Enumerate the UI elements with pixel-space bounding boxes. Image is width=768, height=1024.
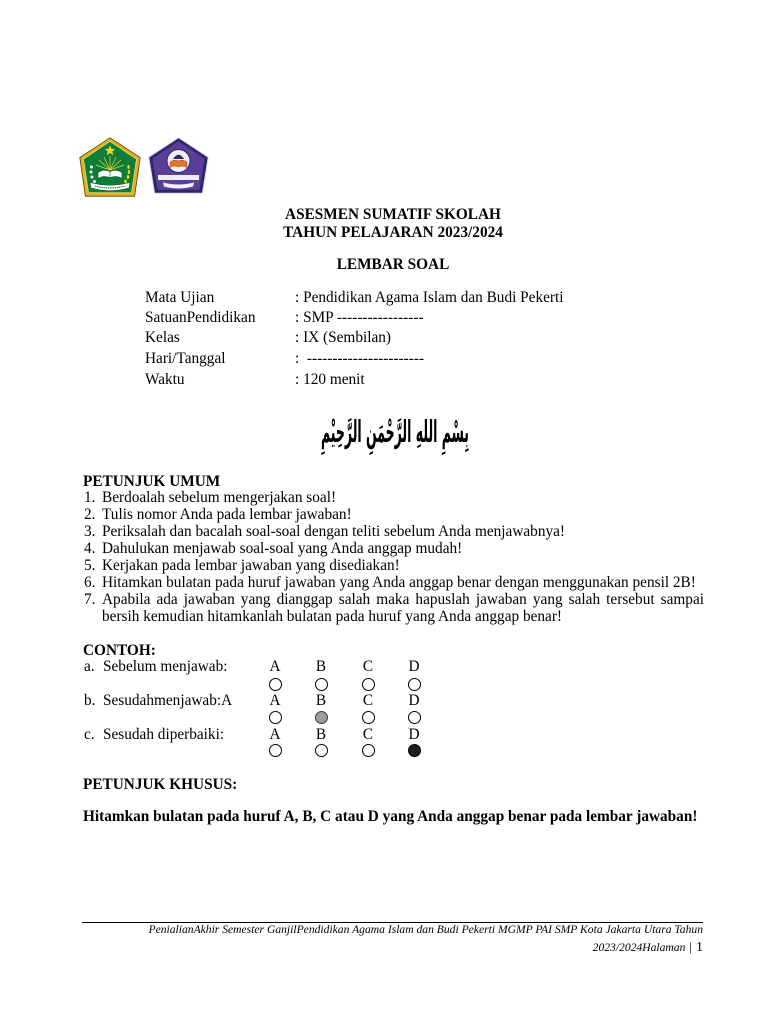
info-label: Mata Ujian xyxy=(145,289,215,306)
info-row-school-unit xyxy=(145,309,705,326)
academic-year: TAHUN PELAJARAN 2023/2024 xyxy=(283,224,503,241)
specific-instructions-text: Hitamkan bulatan pada huruf A, B, C atau D yang Anda anggap benar pada lembar jawaban! xyxy=(83,808,698,825)
instruction-item xyxy=(84,591,704,625)
option-letter-c: C xyxy=(362,658,374,675)
info-row-subject xyxy=(145,289,705,306)
page-number: 1 xyxy=(696,939,703,955)
specific-instructions-heading: PETUNJUK KHUSUS: xyxy=(83,776,238,793)
info-value: : Pendidikan Agama Islam dan Budi Pekerti xyxy=(295,289,564,306)
example-row-label: Sesudah diperbaiki: xyxy=(103,726,225,743)
instruction-item xyxy=(84,523,704,540)
general-instructions-heading: PETUNJUK UMUM xyxy=(83,473,221,490)
bismillah-text: بِسْمِ اللهِ الرَّحْمَنِ الرَّحِيْمِ xyxy=(321,415,677,450)
instruction-number: 3. xyxy=(84,523,96,540)
instruction-item xyxy=(84,540,704,557)
info-row-date xyxy=(145,350,705,367)
instruction-text: Periksalah dan bacalah soal-soal dengan teliti sebelum Anda menjawabnya! xyxy=(102,523,565,540)
option-letter-d: D xyxy=(408,658,420,675)
instruction-text: Hitamkan bulatan pada huruf jawaban yang Anda anggap benar dengan menggunakan pensil 2B! xyxy=(102,574,696,591)
instruction-item xyxy=(84,557,704,574)
option-letter-b: B xyxy=(315,726,327,743)
answer-bubble-d xyxy=(408,678,421,691)
instruction-number: 6. xyxy=(84,574,96,591)
instruction-number: 4. xyxy=(84,540,96,557)
answer-bubble-c xyxy=(362,744,375,757)
answer-bubble-b xyxy=(315,711,328,724)
option-letter-a: A xyxy=(269,726,281,743)
example-row-label: Sesudahmenjawab:A xyxy=(103,692,233,709)
example-row-marker: c. xyxy=(84,726,95,743)
answer-bubble-a xyxy=(269,711,282,724)
example-heading: CONTOH: xyxy=(83,642,156,659)
general-instructions-list xyxy=(84,489,704,625)
footer-separator: | xyxy=(689,938,692,954)
answer-bubble-d xyxy=(408,711,421,724)
instruction-item xyxy=(84,574,704,591)
info-value: : ----------------------- xyxy=(295,350,425,367)
instruction-number: 7. xyxy=(84,591,96,608)
option-letter-b: B xyxy=(315,658,327,675)
instruction-text: Tulis nomor Anda pada lembar jawaban! xyxy=(102,506,352,523)
instruction-text: Berdoalah sebelum mengerjakan soal! xyxy=(102,489,337,506)
assessment-title: ASESMEN SUMATIF SKOLAH xyxy=(285,206,501,223)
info-label: SatuanPendidikan xyxy=(145,309,256,326)
answer-bubble-b xyxy=(315,678,328,691)
instruction-item xyxy=(84,489,704,506)
option-letter-c: C xyxy=(362,726,374,743)
emblem-text-band xyxy=(158,175,199,180)
instruction-text: Apabila ada jawaban yang dianggap salah maka hapuslah jawaban yang salah tersebut sampai bersih kemudian hitamkanlah bulatan pada huruf yang Anda anggap benar! xyxy=(102,591,704,625)
info-label: Waktu xyxy=(145,371,185,388)
info-value: : IX (Sembilan) xyxy=(295,329,392,346)
option-letter-c: C xyxy=(362,692,374,709)
instruction-text: Dahulukan menjawab soal-soal yang Anda anggap mudah! xyxy=(102,540,463,557)
option-letter-a: A xyxy=(269,692,281,709)
bismillah-calligraphy xyxy=(318,403,677,459)
option-letter-d: D xyxy=(408,726,420,743)
example-row-marker: b. xyxy=(84,692,96,709)
option-letter-d: D xyxy=(408,692,420,709)
sheet-title: LEMBAR SOAL xyxy=(336,256,450,273)
answer-bubble-a xyxy=(269,678,282,691)
instruction-item xyxy=(84,506,704,523)
instruction-number: 1. xyxy=(84,489,96,506)
footer-year-page-label: 2023/2024Halaman xyxy=(592,940,686,954)
answer-bubble-d xyxy=(408,744,421,757)
footer xyxy=(83,922,703,956)
info-value: : SMP ----------------- xyxy=(295,309,424,326)
instruction-number: 5. xyxy=(84,557,96,574)
info-row-class xyxy=(145,329,705,346)
footer-line-1: PenialianAkhir Semester GanjilPendidikan Agama Islam dan Budi Pekerti MGMP PAI SMP Kota Jakarta Utara Tahun xyxy=(148,923,703,936)
kemenag-emblem xyxy=(79,137,141,197)
option-letter-a: A xyxy=(269,658,281,675)
answer-bubble-a xyxy=(269,744,282,757)
answer-bubble-b xyxy=(315,744,328,757)
school-emblem xyxy=(148,137,209,194)
info-row-duration xyxy=(145,371,705,388)
option-letter-b: B xyxy=(315,692,327,709)
info-value: : 120 menit xyxy=(295,371,365,388)
example-row-label: Sebelum menjawab: xyxy=(103,658,228,675)
emblem-book xyxy=(170,160,187,167)
info-label: Kelas xyxy=(145,329,180,346)
info-label: Hari/Tanggal xyxy=(145,350,226,367)
example-row-marker: a. xyxy=(84,658,95,675)
answer-bubble-c xyxy=(362,711,375,724)
instruction-text: Kerjakan pada lembar jawaban yang disediakan! xyxy=(102,557,400,574)
instruction-number: 2. xyxy=(84,506,96,523)
answer-bubble-c xyxy=(362,678,375,691)
footer-line-2 xyxy=(83,939,703,957)
